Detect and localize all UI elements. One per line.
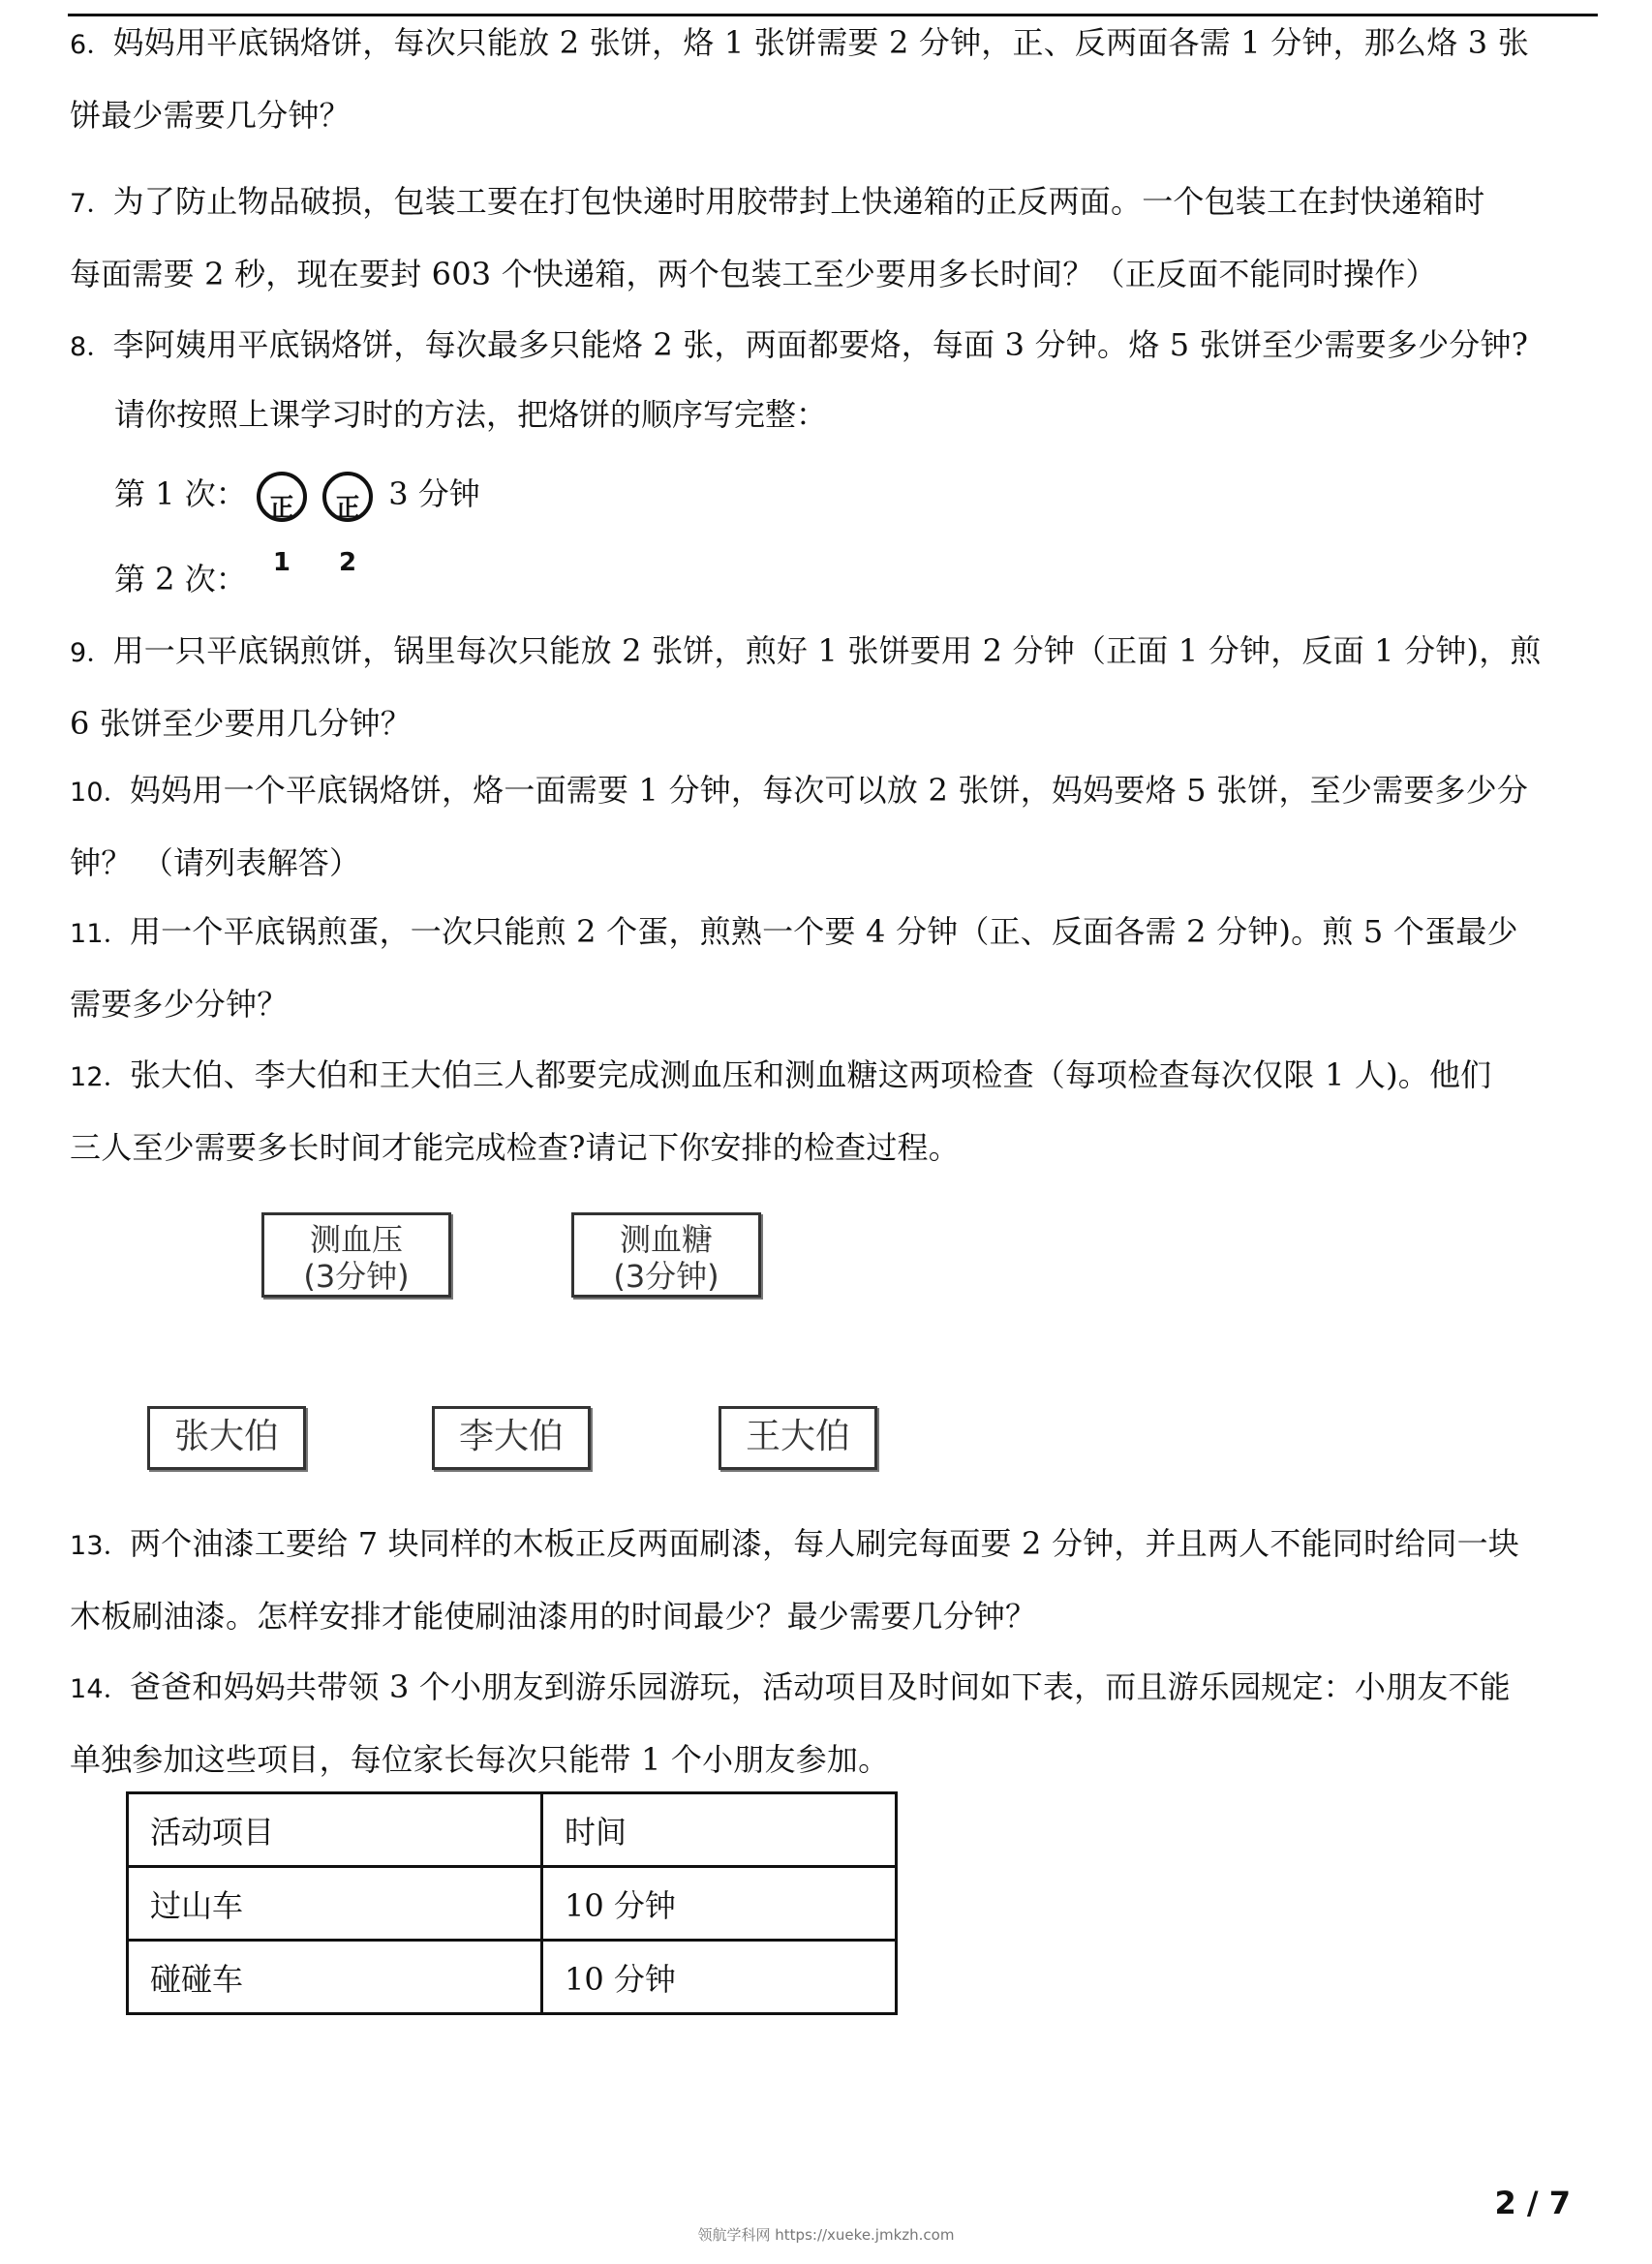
- question-text: 用一个平底锅煎蛋，一次只能煎 2 个蛋，煎熟一个要 4 分钟（正、反面各需 2 分钟)。煎 5 个蛋最少: [129, 913, 1518, 950]
- flip-row-1: [114, 467, 480, 577]
- task-time: (3分钟): [303, 1258, 410, 1295]
- question-number: 14．: [70, 1674, 130, 1704]
- question-number: 9．: [70, 638, 113, 668]
- table-header-cell: 时间: [542, 1793, 897, 1867]
- task-name: 测血糖: [619, 1221, 713, 1258]
- question-text-cont: 三人至少需要多长时间才能完成检查?请记下你安排的检查过程。: [70, 1129, 960, 1166]
- table-cell: 10 分钟: [542, 1941, 897, 2014]
- question-text: 为了防止物品破损，包装工要在打包快递时用胶带封上快递箱的正反两面。一个包装工在封快递箱时: [112, 183, 1485, 220]
- question-number: 13．: [70, 1531, 130, 1561]
- row-label: 第 2 次：: [114, 561, 247, 597]
- activity-table: [126, 1791, 898, 2015]
- question-12: [70, 1040, 1600, 1183]
- row-time: 3 分钟: [388, 475, 480, 512]
- table-cell: 过山车: [128, 1867, 542, 1941]
- table-header-row: [128, 1793, 897, 1867]
- question-text-cont: 每面需要 2 秒，现在要封 603 个快递箱，两个包装工至少要用多长时间？（正反面不能同时操作）: [70, 256, 1437, 292]
- question-10: [70, 755, 1600, 899]
- flip-row-2: [114, 552, 247, 606]
- task-box-blood-pressure: [261, 1212, 451, 1298]
- question-number: 7．: [70, 189, 113, 219]
- person-box-wang: 王大伯: [719, 1406, 877, 1470]
- question-9: [70, 616, 1600, 759]
- table-row: [128, 1867, 897, 1941]
- question-number: 6．: [70, 30, 113, 60]
- table-cell: 碰碰车: [128, 1941, 542, 2014]
- question-text: 张大伯、李大伯和王大伯三人都要完成测血压和测血糖这两项检查（每项检查每次仅限 1 人)。他们: [129, 1056, 1492, 1093]
- table-row: [128, 1941, 897, 2014]
- footer-watermark: 领航学科网 https://xueke.jmkzh.com: [697, 2226, 955, 2244]
- question-13: [70, 1509, 1600, 1652]
- pancake-front-1-icon: 正1: [257, 472, 307, 522]
- question-number: 10．: [70, 778, 130, 808]
- question-text-cont: 6 张饼至少要用几分钟？: [70, 705, 412, 742]
- question-text: 妈妈用平底锅烙饼，每次只能放 2 张饼，烙 1 张饼需要 2 分钟，正、反两面各需 1 分钟，那么烙 3 张: [112, 24, 1529, 61]
- table-cell: 10 分钟: [542, 1867, 897, 1941]
- question-number: 12．: [70, 1062, 130, 1092]
- question-8-instruction: 请你按照上课学习时的方法，把烙饼的顺序写完整：: [114, 396, 828, 433]
- question-text: 用一只平底锅煎饼，锅里每次只能放 2 张饼，煎好 1 张饼要用 2 分钟（正面 1 分钟，反面 1 分钟)，煎: [112, 632, 1542, 669]
- person-box-li: 李大伯: [432, 1406, 591, 1470]
- page-number: 2 / 7: [1494, 2185, 1571, 2221]
- question-11: [70, 897, 1600, 1040]
- question-text-cont: 需要多少分钟？: [70, 986, 289, 1023]
- question-7: [70, 167, 1600, 310]
- row-label: 第 1 次：: [114, 475, 247, 512]
- question-text: 李阿姨用平底锅烙饼，每次最多只能烙 2 张，两面都要烙，每面 3 分钟。烙 5 张饼至少需要多少分钟?: [112, 326, 1529, 363]
- question-text: 妈妈用一个平底锅烙饼，烙一面需要 1 分钟，每次可以放 2 张饼，妈妈要烙 5 张饼，至少需要多少分: [129, 772, 1529, 809]
- question-number: 11．: [70, 919, 130, 949]
- pancake-front-2-icon: 正2: [322, 472, 373, 522]
- task-time: (3分钟): [613, 1258, 719, 1295]
- task-name: 测血压: [309, 1221, 403, 1258]
- question-14: [70, 1652, 1600, 1795]
- question-text-cont: 单独参加这些项目，每位家长每次只能带 1 个小朋友参加。: [70, 1741, 890, 1778]
- question-number: 8．: [70, 332, 113, 362]
- question-text-cont: 钟？ （请列表解答）: [70, 844, 361, 881]
- question-8: [70, 310, 1600, 382]
- task-box-blood-sugar: [571, 1212, 761, 1298]
- question-text: 两个油漆工要给 7 块同样的木板正反两面刷漆，每人刷完每面要 2 分钟，并且两人不能同时给同一块: [129, 1525, 1519, 1562]
- table-header-cell: 活动项目: [128, 1793, 542, 1867]
- question-text-cont: 木板刷油漆。怎样安排才能使刷油漆用的时间最少？最少需要几分钟？: [70, 1598, 1037, 1635]
- question-text: 爸爸和妈妈共带领 3 个小朋友到游乐园游玩，活动项目及时间如下表，而且游乐园规定：小朋友不能: [129, 1668, 1511, 1705]
- question-text-cont: 饼最少需要几分钟？: [70, 97, 351, 134]
- question-6: [70, 8, 1600, 151]
- person-box-zhang: 张大伯: [147, 1406, 306, 1470]
